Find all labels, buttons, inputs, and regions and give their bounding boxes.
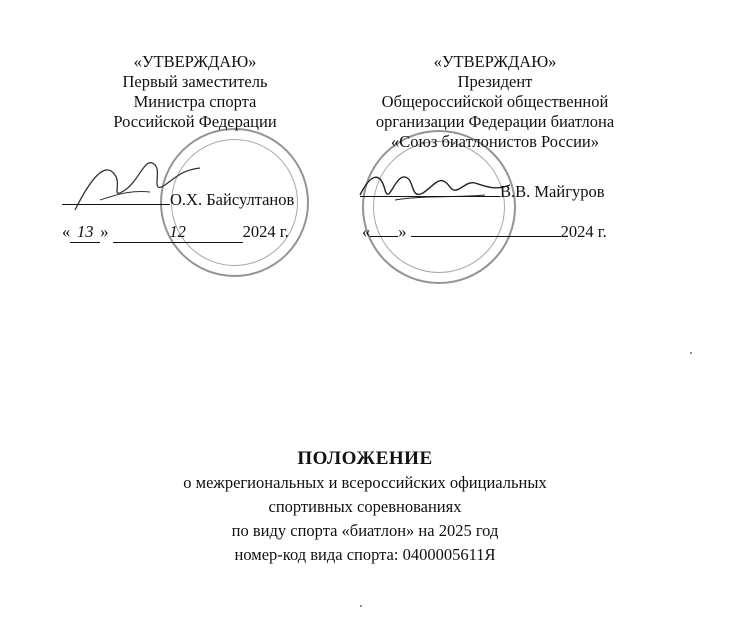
right-position-line3: организации Федерации биатлона [375,112,615,131]
right-signature-line [360,182,605,202]
right-date-year: 2024 г. [560,222,607,241]
document-subtitle-line3: по виду спорта «биатлон» на 2025 год [231,521,499,540]
left-position-line2: Министра спорта [133,92,257,111]
left-date-year: 2024 г. [242,222,289,241]
scan-speck [690,352,692,354]
document-title: ПОЛОЖЕНИЕ [297,448,433,469]
left-date-line: « 13 » 12 2024 г. [62,222,289,241]
document-subtitle-line2: спортивных соревнованиях [268,497,462,516]
left-date-day: 13 [70,222,100,243]
right-approval-heading: «УТВЕРЖДАЮ» [433,52,557,71]
sport-code-line: номер-код вида спорта: 0400005611Я [234,545,496,564]
right-position-line2: Общероссийской общественной [381,92,609,111]
left-position-line3: Российской Федерации [113,112,277,131]
scan-speck [360,605,362,607]
right-position-line1: Президент [457,72,533,91]
left-approval-heading: «УТВЕРЖДАЮ» [133,52,257,71]
left-signer-name: О.Х. Байсултанов [170,190,295,209]
left-position-line1: Первый заместитель [122,72,268,91]
right-date-line: « » 2024 г. [362,222,607,241]
left-approval-block [70,52,320,132]
right-approval-block [340,52,650,152]
federation-seal-stamp [362,130,516,284]
right-signer-name: В.В. Майгуров [500,182,605,201]
left-signature-line [62,190,294,210]
document-title-block [0,447,730,567]
document-subtitle-line1: о межрегиональных и всероссийских официальных [183,473,547,492]
right-position-line4: «Союз биатлонистов России» [390,132,599,151]
left-date-month: 12 [113,222,243,243]
